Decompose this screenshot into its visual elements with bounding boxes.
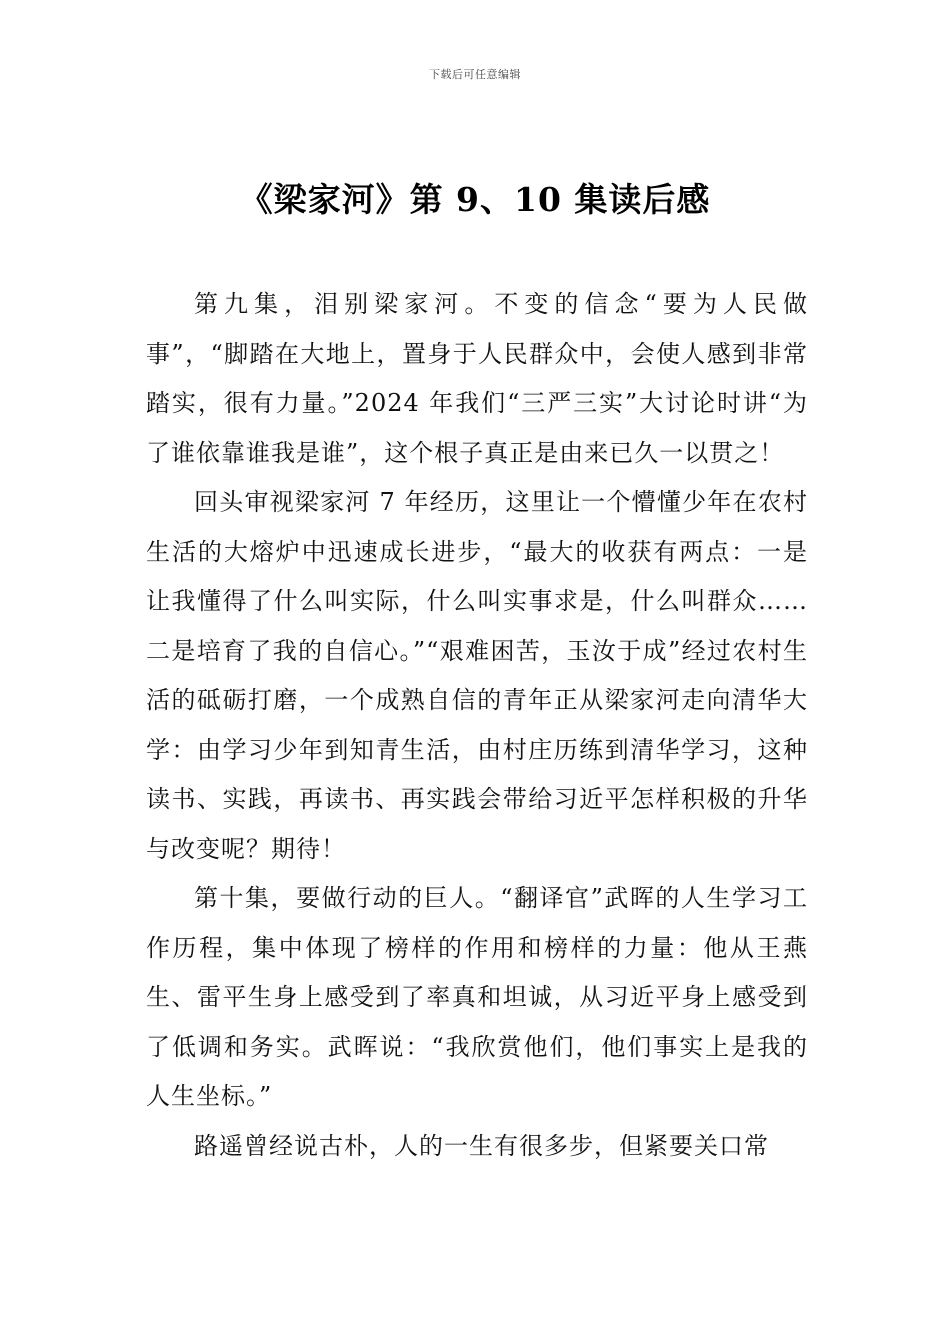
header-note: 下载后可任意编辑 — [429, 68, 521, 81]
document-body — [146, 280, 808, 1171]
paragraph: 回头审视梁家河 7 年经历，这里让一个懵懂少年在农村生活的大熔炉中迅速成长进步，“最大的收获有两点：一是让我懂得了什么叫实际，什么叫实事求是，什么叫群众……二是培育了我的自信心。”“艰难困苦，玉汝于成”经过农村生活的砥砺打磨，一个成熟自信的青年正从梁家河走向清华大学：由学习少年到知青生活，由村庄历练到清华学习，这种读书、实践，再读书、再实践会带给习近平怎样积极的升华与改变呢？期待！ — [146, 488, 808, 863]
paragraph: 第九集，泪别梁家河。不变的信念“要为人民做事”，“脚踏在大地上，置身于人民群众中，会使人感到非常踏实，很有力量。”2024 年我们“三严三实”大讨论时讲“为了谁依靠谁我是谁”，这个根子真正是由来已久一以贯之！ — [146, 290, 808, 467]
paragraph: 路遥曾经说古朴，人的一生有很多步，但紧要关口常 — [194, 1131, 769, 1160]
document-title: 《梁家河》第 9、10 集读后感 — [239, 180, 711, 219]
paragraph: 第十集，要做行动的巨人。“翻译官”武晖的人生学习工作历程，集中体现了榜样的作用和榜样的力量：他从王燕生、雷平生身上感受到了率真和坦诚，从习近平身上感受到了低调和务实。武晖说：“我欣赏他们，他们事实上是我的人生坐标。” — [146, 884, 808, 1110]
